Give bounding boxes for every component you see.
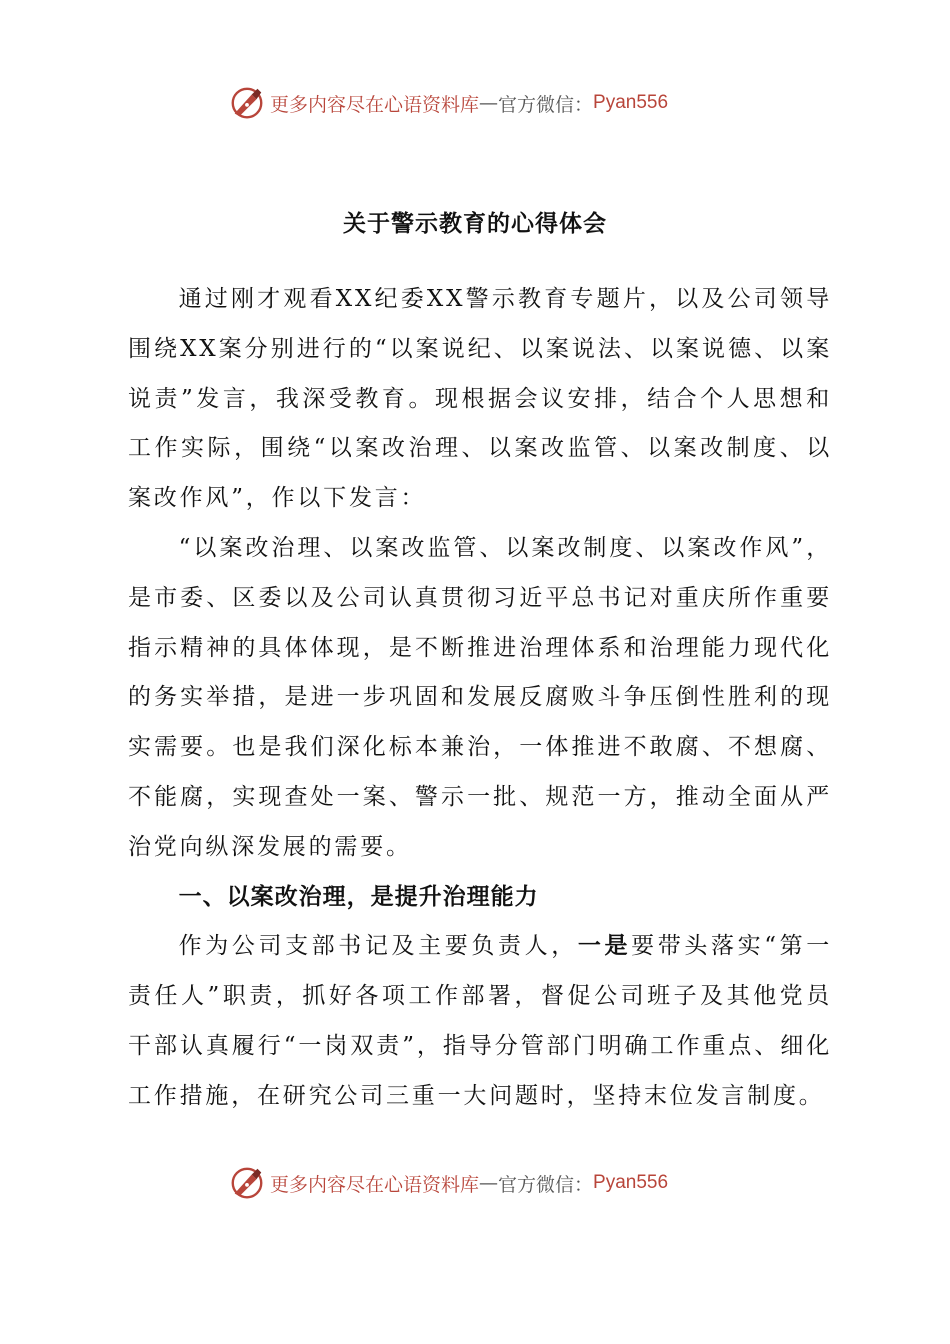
banner-main-text: 更多内容尽在心语资料库 — [270, 1173, 480, 1196]
header-banner — [228, 83, 668, 123]
p3-lead-text: 作为公司支部书记及主要负责人， — [178, 933, 578, 960]
footer-banner — [228, 1163, 668, 1203]
banner-main-text: 更多内容尽在心语资料库 — [270, 93, 480, 116]
document-title: 关于警示教育的心得体会 — [343, 211, 607, 237]
p3-rest-text: 要带头落实“第一责任人”职责，抓好各项工作部署，督促公司班子及其他党员干部认真履行“一岗双责”，指导分管部门明确工作重点、细化工作措施，在研究公司三重一大问题时，坚持末位发言制度。 — [128, 933, 832, 1109]
section-heading-1: 一、以案改治理，是提升治理能力 — [178, 883, 539, 910]
banner-sub-text: 官方微信： — [498, 1173, 594, 1196]
banner-wechat-id: Pyan556 — [593, 92, 669, 113]
pen-nib-logo-icon — [228, 84, 266, 122]
paragraph-intro: 通过刚才观看XX纪委XX警示教育专题片，以及公司领导围绕XX案分别进行的“以案说纪、以案说法、以案说德、以案说责”发言，我深受教育。现根据会议安排，结合个人思想和工作实际，围绕“以案改治理、以案改监管、以案改制度、以案改作风”，作以下发言： — [128, 286, 832, 512]
pen-nib-logo-icon — [228, 1164, 266, 1202]
banner-wechat-id: Pyan556 — [593, 1172, 669, 1193]
document-body — [128, 275, 832, 1122]
paragraph-significance: “以案改治理、以案改监管、以案改制度、以案改作风”，是市委、区委以及公司认真贯彻习近平总书记对重庆所作重要指示精神的具体体现，是不断推进治理体系和治理能力现代化的务实举措，是进一步巩固和发展反腐败斗争压倒性胜利的现实需要。也是我们深化标本兼治，一体推进不敢腐、不想腐、不能腐，实现查处一案、警示一批、规范一方，推动全面从严治党向纵深发展的需要。 — [128, 534, 832, 860]
banner-sub-text: 官方微信： — [498, 93, 594, 116]
banner-dash: — — [479, 92, 499, 114]
p3-bold-marker: 一是 — [577, 933, 632, 960]
paragraph-section-1 — [128, 922, 832, 1121]
banner-dash: — — [479, 1172, 499, 1194]
